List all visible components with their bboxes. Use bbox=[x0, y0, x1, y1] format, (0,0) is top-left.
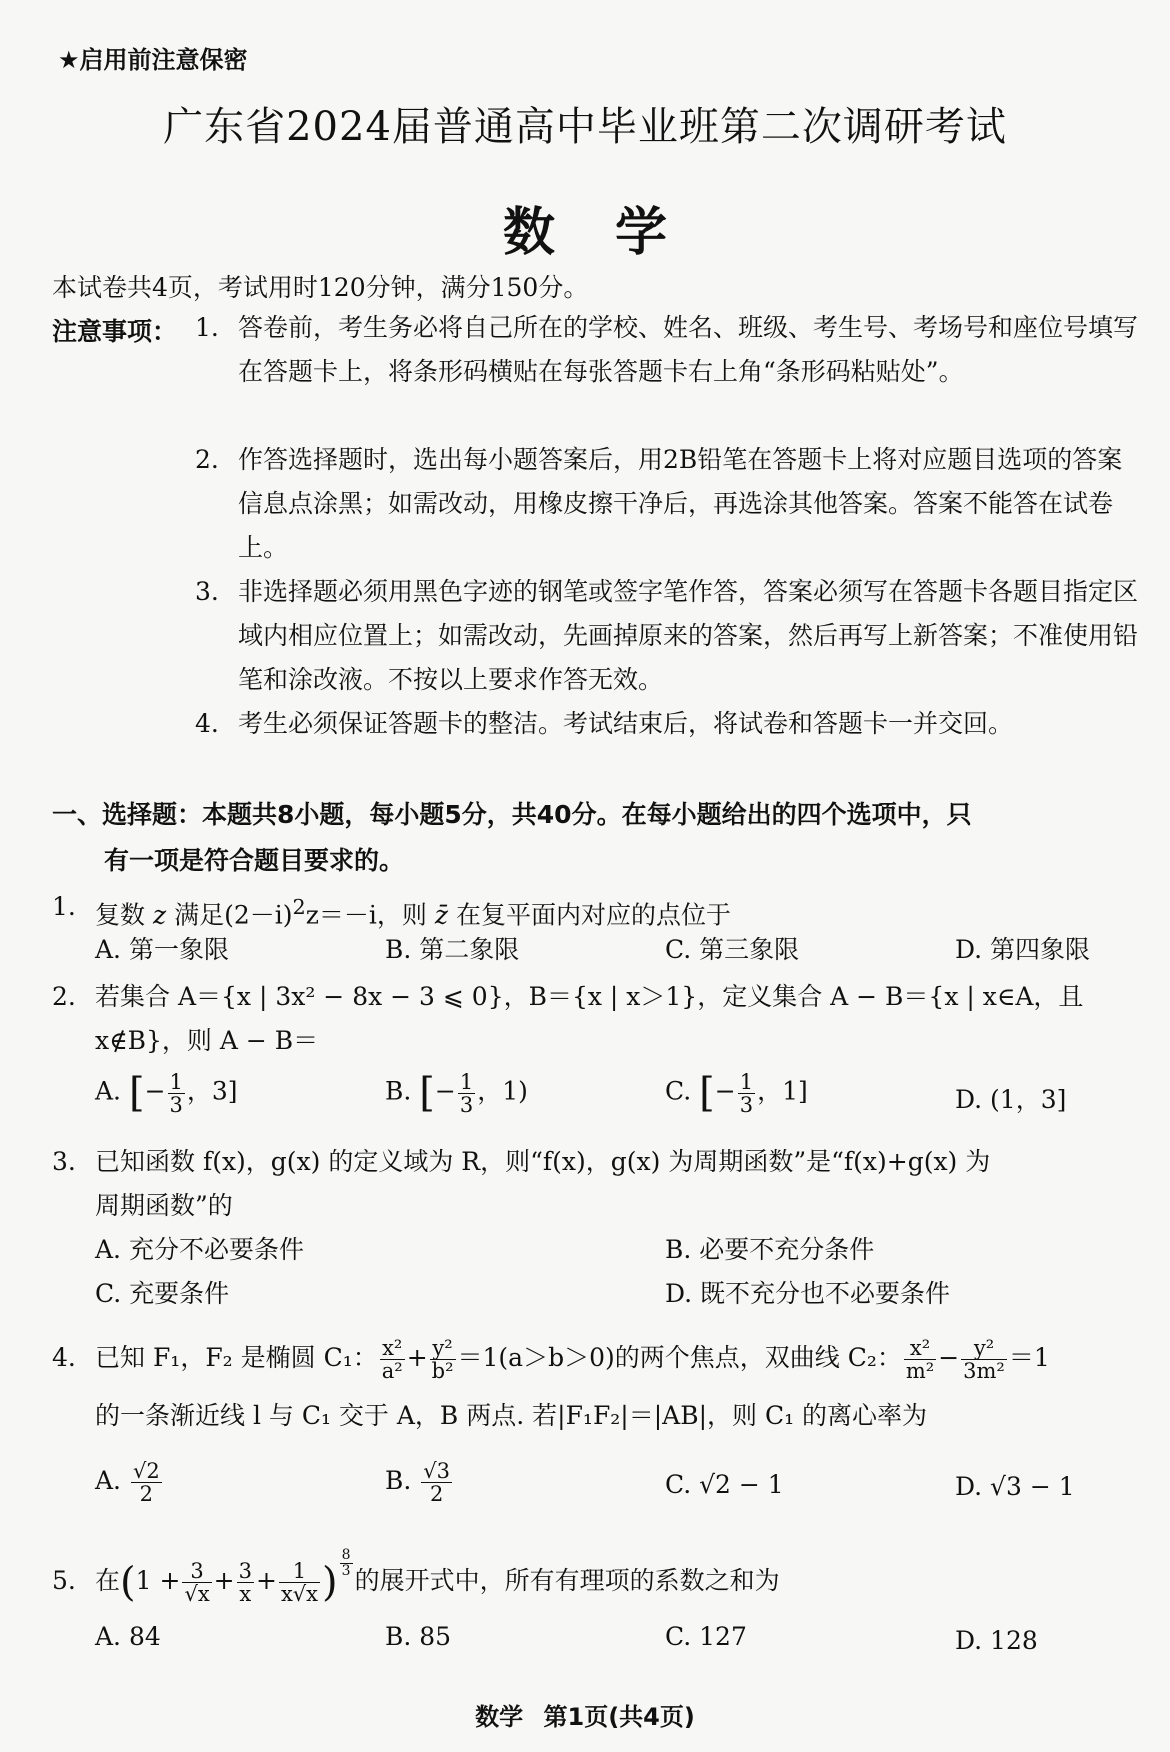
question-3 bbox=[52, 1140, 1142, 1228]
numerator: x² bbox=[904, 1337, 936, 1360]
q5-text-1: 在 bbox=[95, 1566, 121, 1595]
footer-page-number: 第1页(共4页) bbox=[543, 1703, 695, 1731]
option-label: A. bbox=[95, 1466, 122, 1495]
denominator: 2 bbox=[429, 1482, 444, 1506]
option-a: A. 充分不必要条件 bbox=[95, 1235, 304, 1264]
denominator: 3 bbox=[459, 1092, 474, 1117]
question-text-line2: 周期函数”的 bbox=[95, 1191, 233, 1220]
fraction bbox=[182, 1560, 211, 1605]
minus-sign: − bbox=[434, 1076, 456, 1106]
section-title: 一、选择题：本题共8小题，每小题5分，共40分。在每小题给出的四个选项中，只 bbox=[52, 800, 972, 829]
q1-text-b: 满足(2－i) bbox=[166, 900, 293, 930]
question-4 bbox=[52, 1330, 1142, 1446]
numerator: √2 bbox=[132, 1459, 160, 1483]
notice-item-number: 1. bbox=[195, 313, 219, 342]
minus-sign: − bbox=[938, 1343, 960, 1372]
option-d: D. 第四象限 bbox=[955, 935, 1091, 964]
bracket: [ bbox=[419, 1070, 435, 1116]
q1-text-c: z＝－i，则 bbox=[305, 900, 435, 930]
option-b: B. 必要不充分条件 bbox=[665, 1235, 875, 1264]
fraction bbox=[168, 1071, 185, 1116]
option-d: D. (1，3] bbox=[955, 1085, 1067, 1114]
option-a bbox=[95, 1460, 164, 1505]
notice-item-number: 3. bbox=[195, 577, 219, 606]
option-c: C. 第三象限 bbox=[665, 935, 800, 964]
question-text-line1: 已知函数 f(x)，g(x) 的定义域为 R，则“f(x)，g(x) 为周期函数”是“f(x)+g(x) 为 bbox=[95, 1147, 991, 1176]
fraction bbox=[458, 1071, 475, 1116]
fraction bbox=[131, 1460, 162, 1505]
plus-sign: + bbox=[256, 1566, 277, 1595]
option-c: C. 充要条件 bbox=[95, 1279, 230, 1308]
bracket: [ bbox=[128, 1070, 145, 1116]
option-d: D. 既不充分也不必要条件 bbox=[665, 1279, 951, 1308]
footer-subject: 数学 bbox=[475, 1703, 524, 1731]
q5-text-5: 的展开式中，所有有理项的系数之和为 bbox=[354, 1566, 780, 1595]
q1-options bbox=[95, 930, 1145, 974]
q4-text-1: 已知 F₁，F₂ 是椭圆 C₁： bbox=[95, 1343, 378, 1372]
numerator: √3 bbox=[423, 1459, 451, 1483]
plus-sign: + bbox=[406, 1343, 428, 1372]
paren-right: ) bbox=[322, 1559, 338, 1606]
q4-text-3: ＝1(a＞b＞0)的两个焦点，双曲线 C₂： bbox=[457, 1343, 902, 1372]
option-b: B. 第二象限 bbox=[385, 935, 520, 964]
question-text-line1 bbox=[95, 1330, 1142, 1386]
question-text-line2: 的一条渐近线 l 与 C₁ 交于 A，B 两点. 若|F₁F₂|＝|AB|，则 C₁ 的离心率为 bbox=[95, 1401, 928, 1430]
q1-var-zbar: z̄ bbox=[434, 900, 449, 930]
denominator: 3m² bbox=[963, 1359, 1005, 1383]
option-c bbox=[665, 1070, 808, 1116]
subject-title: 数学 bbox=[502, 203, 727, 263]
bracket: [ bbox=[699, 1070, 715, 1116]
q5-options bbox=[95, 1622, 1145, 1666]
numerator: y² bbox=[961, 1337, 1007, 1360]
q3-options-row2 bbox=[95, 1274, 1145, 1318]
notice-item-text: 非选择题必须用黑色字迹的钢笔或签字笔作答，答案必须写在答题卡各题目指定区域内相应位置上；如需改动，先画掉原来的答案，然后再写上新答案；不准使用铅笔和涂改液。不按以上要求作答无效。 bbox=[238, 577, 1139, 694]
exam-title: 广东省2024届普通高中毕业班第二次调研考试 bbox=[163, 104, 1007, 150]
numerator: 1 bbox=[739, 1069, 754, 1094]
paren-left: ( bbox=[120, 1559, 136, 1606]
notice-item bbox=[195, 702, 1145, 746]
question-5 bbox=[52, 1548, 1142, 1616]
denominator: 2 bbox=[139, 1482, 154, 1506]
fraction bbox=[738, 1071, 755, 1116]
minus-sign: − bbox=[144, 1076, 166, 1106]
notice-item bbox=[195, 306, 1145, 394]
q4-options bbox=[95, 1460, 1145, 1520]
option-b: B. 85 bbox=[385, 1622, 452, 1651]
denominator: x bbox=[239, 1582, 252, 1606]
q3-options-row1 bbox=[95, 1230, 1145, 1274]
denominator: 3 bbox=[169, 1092, 183, 1117]
interval-end: ，1] bbox=[757, 1076, 808, 1106]
interval-end: ，1) bbox=[477, 1076, 528, 1106]
question-number: 2. bbox=[52, 982, 76, 1011]
denominator: 3 bbox=[739, 1092, 754, 1117]
numerator: y² bbox=[430, 1337, 456, 1360]
section-heading bbox=[52, 792, 1142, 884]
q1-var-z: z bbox=[152, 900, 167, 930]
notice-item-text: 考生必须保证答题卡的整洁。考试结束后，将试卷和答题卡一并交回。 bbox=[238, 709, 1014, 738]
fraction bbox=[279, 1560, 320, 1605]
q5-text-2: 1 + bbox=[135, 1566, 181, 1595]
question-number: 3. bbox=[52, 1147, 76, 1176]
numerator: 1 bbox=[169, 1069, 183, 1094]
option-a: A. 84 bbox=[95, 1622, 161, 1651]
denominator: x√x bbox=[280, 1582, 319, 1606]
notice-label: 注意事项： bbox=[52, 317, 178, 346]
numerator: x² bbox=[380, 1337, 405, 1360]
numerator: 1 bbox=[459, 1069, 474, 1094]
question-number: 1. bbox=[52, 892, 76, 921]
fraction bbox=[904, 1337, 936, 1382]
minus-sign: − bbox=[714, 1076, 736, 1106]
option-c: C. √2 − 1 bbox=[665, 1470, 784, 1499]
notice-item-text: 答卷前，考生务必将自己所在的学校、姓名、班级、考生号、考场号和座位号填写在答题卡上，将条形码横贴在每张答题卡右上角“条形码粘贴处”。 bbox=[238, 313, 1139, 386]
exponent-fraction bbox=[340, 1548, 353, 1579]
q1-text-a: 复数 bbox=[95, 900, 153, 930]
notice-item bbox=[195, 570, 1145, 702]
fraction bbox=[237, 1560, 254, 1605]
q2-options bbox=[95, 1070, 1145, 1130]
exam-intro: 本试卷共4页，考试用时120分钟，满分150分。 bbox=[52, 273, 589, 302]
q1-text-d: 在复平面内对应的点位于 bbox=[448, 900, 731, 930]
question-text-line2: x∉B}，则 A − B＝ bbox=[95, 1026, 319, 1055]
notice-item-text: 作答选择题时，选出每小题答案后，用2B铅笔在答题卡上将对应题目选项的答案信息点涂黑；如需改动，用橡皮擦干净后，再选涂其他答案。答案不能答在试卷上。 bbox=[238, 445, 1123, 562]
fraction bbox=[380, 1337, 405, 1382]
denominator: 3 bbox=[341, 1563, 351, 1579]
q1-exponent: 2 bbox=[292, 895, 306, 919]
question-number: 4. bbox=[52, 1343, 76, 1372]
option-d: D. 128 bbox=[955, 1626, 1038, 1655]
question-number: 5. bbox=[52, 1566, 76, 1595]
section-title-continued: 有一项是符合题目要求的。 bbox=[104, 846, 405, 875]
notice-item-number: 2. bbox=[195, 445, 219, 474]
option-label: A. bbox=[95, 1076, 122, 1106]
notice-item-number: 4. bbox=[195, 709, 219, 738]
question-text-line1: 若集合 A＝{x | 3x² − 8x − 3 ⩽ 0}，B＝{x | x＞1}，定义集合 A − B＝{x | x∈A，且 bbox=[95, 982, 1084, 1011]
option-label: C. bbox=[665, 1076, 692, 1106]
fraction bbox=[421, 1460, 452, 1505]
fraction bbox=[430, 1337, 456, 1382]
question-text bbox=[95, 1548, 1142, 1616]
denominator: m² bbox=[905, 1359, 935, 1383]
option-a bbox=[95, 1070, 238, 1116]
question-2 bbox=[52, 975, 1142, 1063]
numerator: 3 bbox=[182, 1560, 211, 1583]
option-b bbox=[385, 1070, 528, 1116]
option-c: C. 127 bbox=[665, 1622, 747, 1651]
interval-end: ，3] bbox=[186, 1076, 238, 1106]
confidential-notice: ★启用前注意保密 bbox=[58, 46, 248, 74]
q4-text-5: ＝1 bbox=[1008, 1343, 1050, 1372]
numerator: 8 bbox=[341, 1547, 351, 1563]
numerator: 3 bbox=[238, 1559, 252, 1583]
option-label: B. bbox=[385, 1076, 412, 1106]
page-footer bbox=[0, 1697, 1170, 1732]
denominator: b² bbox=[431, 1359, 454, 1383]
option-b bbox=[385, 1460, 454, 1505]
denominator: a² bbox=[381, 1359, 403, 1383]
numerator: 1 bbox=[279, 1560, 320, 1583]
fraction bbox=[961, 1337, 1007, 1382]
option-a: A. 第一象限 bbox=[95, 935, 229, 964]
option-label: B. bbox=[385, 1466, 412, 1495]
denominator: √x bbox=[184, 1582, 210, 1606]
plus-sign: + bbox=[213, 1566, 235, 1595]
option-d: D. √3 − 1 bbox=[955, 1472, 1075, 1501]
notice-item bbox=[195, 438, 1145, 570]
